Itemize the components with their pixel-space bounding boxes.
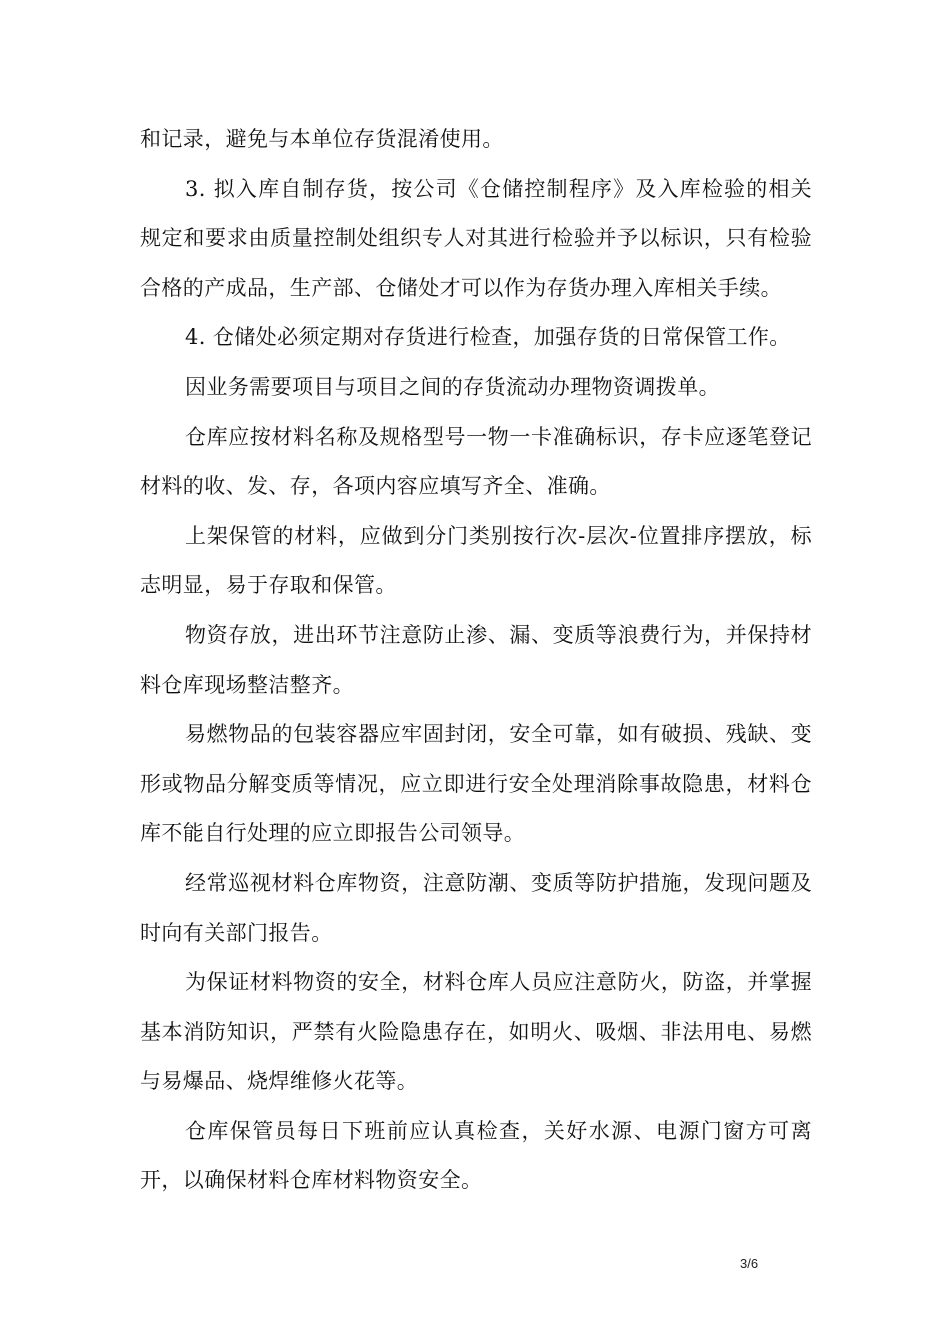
page-number: 3/6: [740, 1256, 759, 1271]
paragraph-11: 仓库保管员每日下班前应认真检查，关好水源、电源门窗方可离开，以确保材料仓库材料物资安全。: [140, 1118, 812, 1193]
paragraph-8: 易燃物品的包装容器应牢固封闭，安全可靠，如有破损、残缺、变形或物品分解变质等情况，应立即进行安全处理消除事故隐患，材料仓库不能自行处理的应立即报告公司领导。: [140, 722, 812, 846]
paragraph-9: 经常巡视材料仓库物资，注意防潮、变质等防护措施，发现问题及时向有关部门报告。: [140, 870, 812, 945]
paragraph-4: 因业务需要项目与项目之间的存货流动办理物资调拨单。: [185, 374, 720, 399]
paragraph-2: 3. 拟入库自制存货，按公司《仓储控制程序》及入库检验的相关规定和要求由质量控制处组织专人对其进行检验并予以标识，只有检验合格的产成品，生产部、仓储处才可以作为存货办理入库相关手续。: [140, 176, 812, 300]
paragraph-1: 和记录，避免与本单位存货混淆使用。: [140, 127, 504, 151]
paragraph-7: 物资存放，进出环节注意防止渗、漏、变质等浪费行为，并保持材料仓库现场整洁整齐。: [140, 622, 812, 697]
paragraph-3: 4. 仓储处必须定期对存货进行检查，加强存货的日常保管工作。: [185, 325, 791, 350]
paragraph-10: 为保证材料物资的安全，材料仓库人员应注意防火，防盗，并掌握基本消防知识，严禁有火险隐患存在，如明火、吸烟、非法用电、易燃与易爆品、烧焊维修火花等。: [140, 970, 812, 1094]
paragraph-5: 仓库应按材料名称及规格型号一物一卡准确标识，存卡应逐笔登记材料的收、发、存，各项内容应填写齐全、准确。: [140, 424, 812, 499]
document-body: [140, 115, 812, 1206]
paragraph-6: 上架保管的材料，应做到分门类别按行次-层次-位置排序摆放，标志明显，易于存取和保管。: [140, 523, 812, 598]
